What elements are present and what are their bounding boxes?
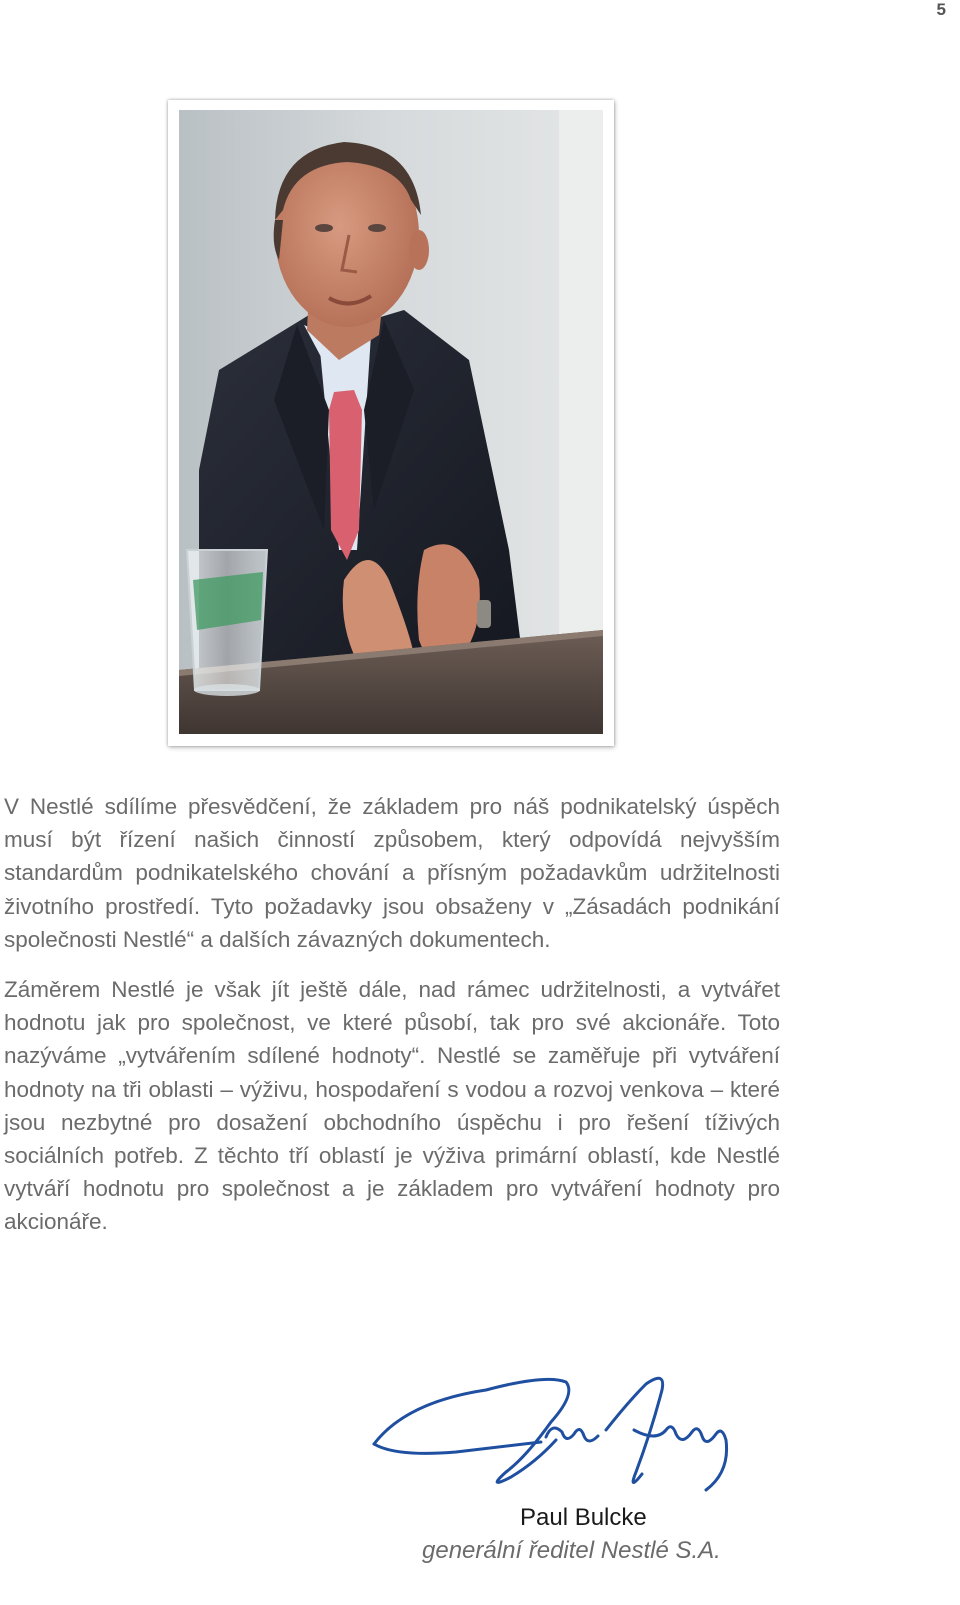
page-number: 5 (936, 0, 946, 19)
portrait-photo (179, 110, 603, 734)
body-text (4, 790, 780, 1256)
photo-frame (168, 100, 614, 746)
paragraph: V Nestlé sdílíme přesvědčení, že základem pro náš podnikatelský úspěch musí být řízení našich činností způsobem, který odpovídá nejvyšším standardům podnikatelského chování a přísným požadavkům udržitelnosti životního prostředí. Tyto požadavky jsou obsaženy v „Zásadách podnikání společnosti Nestlé“ a dalších závazných dokumentech. (4, 794, 780, 952)
signature-graphic (366, 1362, 756, 1517)
paragraph: Záměrem Nestlé je však jít ještě dále, nad rámec udržitelnosti, a vytvářet hodnotu jak pro společnost, ve které působí, tak pro své akcionáře. Toto nazýváme „vytvářením sdílené hodnoty“. Nestlé se zaměřuje při vytváření hodnoty na tři oblasti – výživu, hospodaření s vodou a rozvoj venkova – které jsou nezbytné pro dosažení obchodního úspěchu i pro řešení tíživých sociálních potřeb. Z těchto tří oblastí je výživa primární oblastí, kde Nestlé vytváří hodnotu pro společnost a je základem pro vytváření hodnoty pro akcionáře. (4, 977, 780, 1235)
signer-title: generální ředitel Nestlé S.A. (422, 1537, 721, 1564)
signer-name: Paul Bulcke (520, 1504, 647, 1531)
